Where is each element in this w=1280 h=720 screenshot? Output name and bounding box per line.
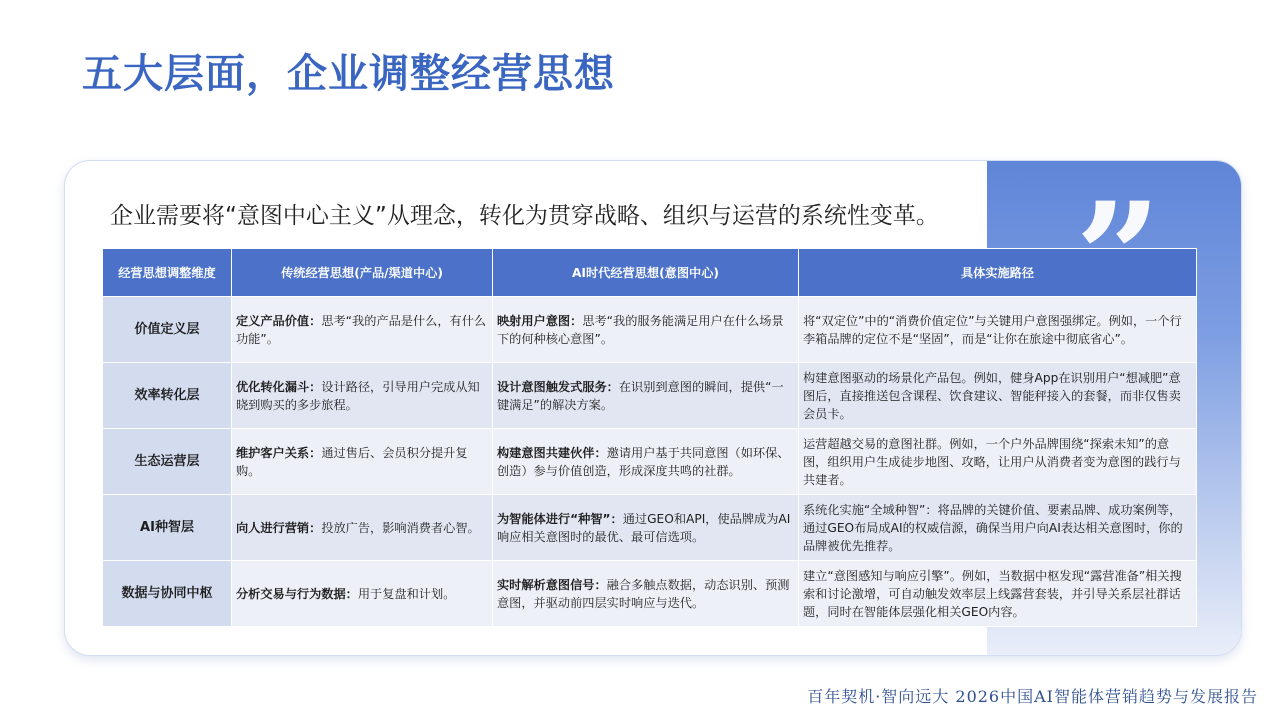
- traditional-cell: [232, 363, 493, 429]
- table-row: [103, 363, 1197, 429]
- table-header-row: [103, 249, 1197, 297]
- ai-text: 在识别到意图的瞬间，提供“一键满足”的解决方案。: [497, 379, 784, 412]
- ai-cell: [493, 561, 799, 627]
- header-traditional: 传统经营思想(产品/渠道中心): [232, 249, 493, 297]
- traditional-text: 思考“我的产品是什么，有什么功能”。: [236, 313, 487, 346]
- ai-lead: 实时解析意图信号：: [497, 577, 607, 592]
- row-dimension: 生态运营层: [103, 429, 232, 495]
- traditional-cell: [232, 429, 493, 495]
- ai-text: 通过GEO和API，使品牌成为AI响应相关意图时的最优、最可信选项。: [497, 511, 791, 544]
- ai-text: 融合多触点数据，动态识别、预测意图，并驱动前四层实时响应与迭代。: [497, 577, 790, 610]
- strategy-table: [102, 248, 1197, 627]
- traditional-cell: [232, 561, 493, 627]
- ai-text: 邀请用户基于共同意图（如环保、创造）参与价值创造，形成深度共鸣的社群。: [497, 445, 790, 478]
- traditional-lead: 优化转化漏斗：: [236, 379, 322, 394]
- traditional-text: 投放广告，影响消费者心智。: [321, 520, 480, 535]
- table-row: [103, 561, 1197, 627]
- row-dimension: 数据与协同中枢: [103, 561, 232, 627]
- ai-cell: [493, 363, 799, 429]
- traditional-lead: 向人进行营销：: [236, 520, 322, 535]
- report-footer: 百年契机·智向远大 2026中国AI智能体营销趋势与发展报告: [807, 687, 1258, 706]
- ai-cell: [493, 429, 799, 495]
- row-dimension: AI种智层: [103, 495, 232, 561]
- traditional-lead: 定义产品价值：: [236, 313, 322, 328]
- traditional-cell: [232, 495, 493, 561]
- ai-cell: [493, 297, 799, 363]
- path-cell: 将“双定位”中的“消费价值定位”与关键用户意图强绑定。例如，一个行李箱品牌的定位不是“坚固”，而是“让你在旅途中彻底省心”。: [799, 297, 1197, 363]
- traditional-cell: [232, 297, 493, 363]
- ai-lead: 设计意图触发式服务：: [497, 379, 619, 394]
- ai-lead: 构建意图共建伙伴：: [497, 445, 607, 460]
- table-row: [103, 297, 1197, 363]
- table-row: [103, 429, 1197, 495]
- traditional-lead: 分析交易与行为数据：: [236, 586, 358, 601]
- header-dimension: 经营思想调整维度: [103, 249, 232, 297]
- row-dimension: 价值定义层: [103, 297, 232, 363]
- ai-lead: 映射用户意图：: [497, 313, 583, 328]
- traditional-text: 用于复盘和计划。: [357, 586, 456, 601]
- ai-text: 思考“我的服务能满足用户在什么场景下的何种核心意图”。: [497, 313, 784, 346]
- path-cell: 系统化实施“全域种智”：将品牌的关键价值、要素品牌、成功案例等，通过GEO布局成AI的权威信源，确保当用户向AI表达相关意图时，你的品牌被优先推荐。: [799, 495, 1197, 561]
- header-implementation: 具体实施路径: [799, 249, 1197, 297]
- intro-statement: 企业需要将“意图中心主义”从理念，转化为贯穿战略、组织与运营的系统性变革。: [110, 203, 939, 229]
- ai-cell: [493, 495, 799, 561]
- traditional-lead: 维护客户关系：: [236, 445, 322, 460]
- page-title: 五大层面，企业调整经营思想: [82, 51, 615, 97]
- header-ai-era: AI时代经营思想(意图中心): [493, 249, 799, 297]
- traditional-text: 设计路径，引导用户完成从知晓到购买的多步旅程。: [236, 379, 480, 412]
- traditional-text: 通过售后、会员积分提升复购。: [236, 445, 468, 478]
- table-row: [103, 495, 1197, 561]
- path-cell: 运营超越交易的意图社群。例如，一个户外品牌围绕“探索未知”的意图，组织用户生成徒步地图、攻略，让用户从消费者变为意图的践行与共建者。: [799, 429, 1197, 495]
- path-cell: 构建意图驱动的场景化产品包。例如，健身App在识别用户“想减肥”意图后，直接推送包含课程、饮食建议、智能秤接入的套餐，而非仅售卖会员卡。: [799, 363, 1197, 429]
- path-cell: 建立“意图感知与响应引擎”。例如，当数据中枢发现“露营准备”相关搜索和讨论激增，可自动触发效率层上线露营套装，并引导关系层社群话题，同时在智能体层强化相关GEO内容。: [799, 561, 1197, 627]
- row-dimension: 效率转化层: [103, 363, 232, 429]
- ai-lead: 为智能体进行“种智”：: [497, 511, 623, 526]
